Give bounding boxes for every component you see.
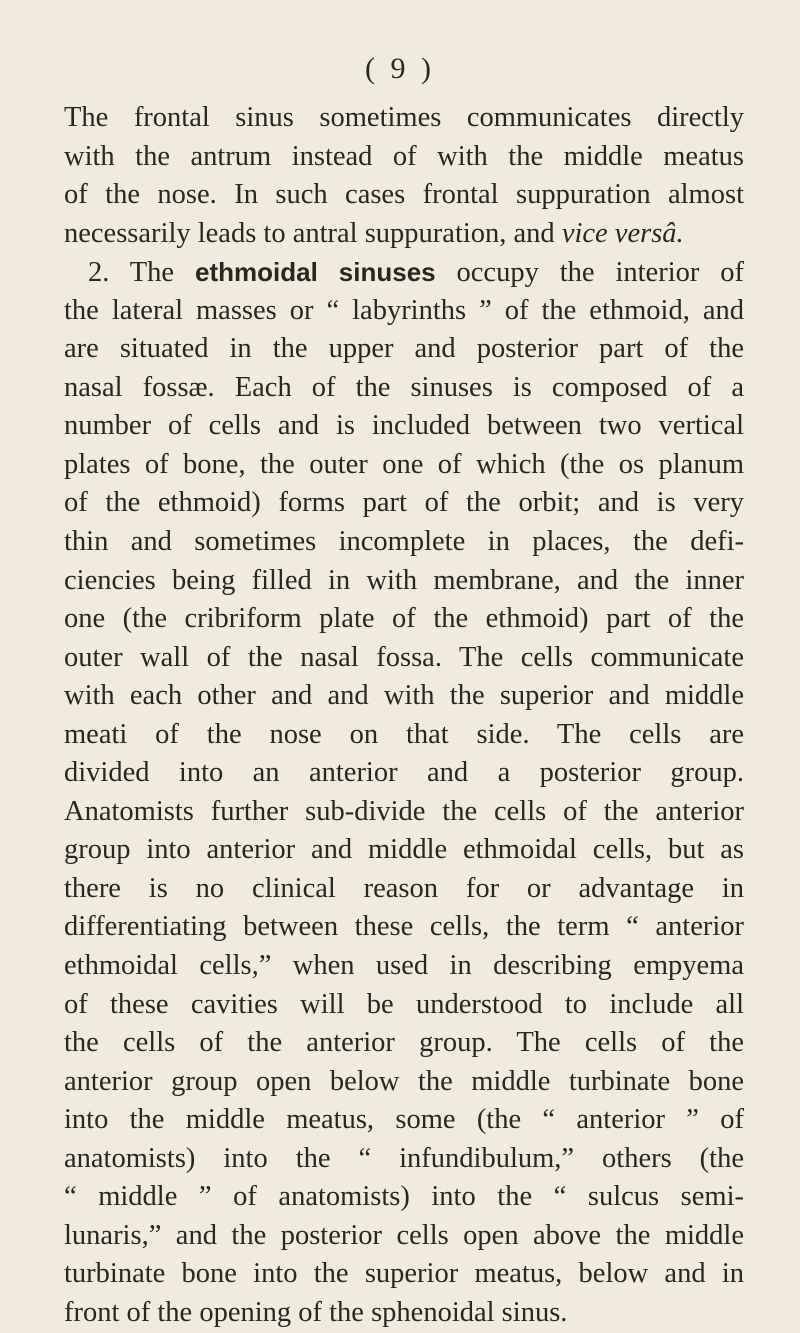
text-segment: group into anterior and middle ethmoidal cells, but as <box>64 834 744 866</box>
text-segment: the cells of the anterior group. The cells of the <box>64 1027 744 1059</box>
text-line <box>64 793 744 832</box>
text-line <box>64 292 744 331</box>
text-line <box>64 754 744 793</box>
text-segment: outer wall of the nasal fossa. The cells communicate <box>64 641 744 673</box>
text-segment: of the ethmoid) forms part of the orbit; and is very <box>64 487 744 519</box>
text-segment: are situated in the upper and posterior part of the <box>64 333 744 365</box>
text-segment: ethmoidal cells,” when used in describing empyema <box>64 950 744 982</box>
text-segment: turbinate bone into the superior meatus, below and in <box>64 1258 744 1290</box>
text-line <box>64 1178 744 1217</box>
text-segment: number of cells and is included between two vertical <box>64 410 744 442</box>
text-line <box>64 1217 744 1256</box>
page-number: ( 9 ) <box>365 52 435 85</box>
text-segment: 2. The <box>88 257 195 289</box>
text-segment: anterior group open below the middle turbinate bone <box>64 1065 744 1097</box>
text-line <box>64 446 744 485</box>
text-line <box>64 1255 744 1294</box>
text-line <box>64 330 744 369</box>
text-line <box>64 99 744 138</box>
text-line <box>64 908 744 947</box>
text-line <box>64 215 744 254</box>
text-segment: front of the opening of the sphenoidal sinus. <box>64 1296 568 1328</box>
text-segment: with each other and and with the superior and middle <box>64 680 744 712</box>
text-segment: into the middle meatus, some (the “ anterior ” of <box>64 1104 744 1136</box>
text-line <box>64 369 744 408</box>
text-line <box>64 600 744 639</box>
text-line <box>64 1063 744 1102</box>
text-segment: nasal fossæ. Each of the sinuses is composed of a <box>64 371 744 403</box>
text-segment: divided into an anterior and a posterior group. <box>64 757 744 789</box>
text-segment: of the nose. In such cases frontal suppuration almost <box>64 179 744 211</box>
text-segment: of these cavities will be understood to include all <box>64 988 744 1020</box>
text-segment: necessarily leads to antral suppuration, and <box>64 217 562 249</box>
text-line <box>64 716 744 755</box>
text-line <box>64 870 744 909</box>
text-line <box>64 523 744 562</box>
text-line <box>64 986 744 1025</box>
text-line <box>64 639 744 678</box>
text-segment: with the antrum instead of with the middle meatus <box>64 140 744 172</box>
text-line <box>64 831 744 870</box>
text-line <box>64 176 744 215</box>
text-line <box>64 407 744 446</box>
text-line <box>64 1024 744 1063</box>
text-line <box>64 484 744 523</box>
text-segment: “ middle ” of anatomists) into the “ sulcus semi- <box>64 1181 744 1213</box>
text-segment: thin and sometimes incomplete in places, the defi- <box>64 526 744 558</box>
text-segment: one (the cribriform plate of the ethmoid) part of the <box>64 603 744 635</box>
text-segment: meati of the nose on that side. The cells are <box>64 718 744 750</box>
italic-term: vice versâ. <box>561 217 684 249</box>
bold-term: ethmoidal sinuses <box>195 257 436 288</box>
text-line <box>64 562 744 601</box>
text-segment: differentiating between these cells, the term “ anterior <box>64 911 744 943</box>
text-line <box>64 138 744 177</box>
text-segment: plates of bone, the outer one of which (the os planum <box>64 448 744 480</box>
text-segment: Anatomists further sub-divide the cells of the anterior <box>64 795 744 827</box>
text-line <box>64 253 744 292</box>
text-line <box>64 677 744 716</box>
text-segment: ciencies being filled in with membrane, and the inner <box>64 564 744 596</box>
body-text <box>64 99 744 1333</box>
text-line <box>64 947 744 986</box>
text-segment: anatomists) into the “ infundibulum,” others (the <box>64 1142 744 1174</box>
text-segment: The frontal sinus sometimes communicates directly <box>64 102 744 133</box>
text-segment: lunaris,” and the posterior cells open above the middle <box>64 1219 744 1251</box>
text-line <box>64 1101 744 1140</box>
text-segment: the lateral masses or “ labyrinths ” of the ethmoid, and <box>64 294 744 326</box>
text-segment: occupy the interior of <box>435 257 745 289</box>
text-line <box>64 1140 744 1179</box>
text-segment: there is no clinical reason for or advantage in <box>64 872 744 904</box>
